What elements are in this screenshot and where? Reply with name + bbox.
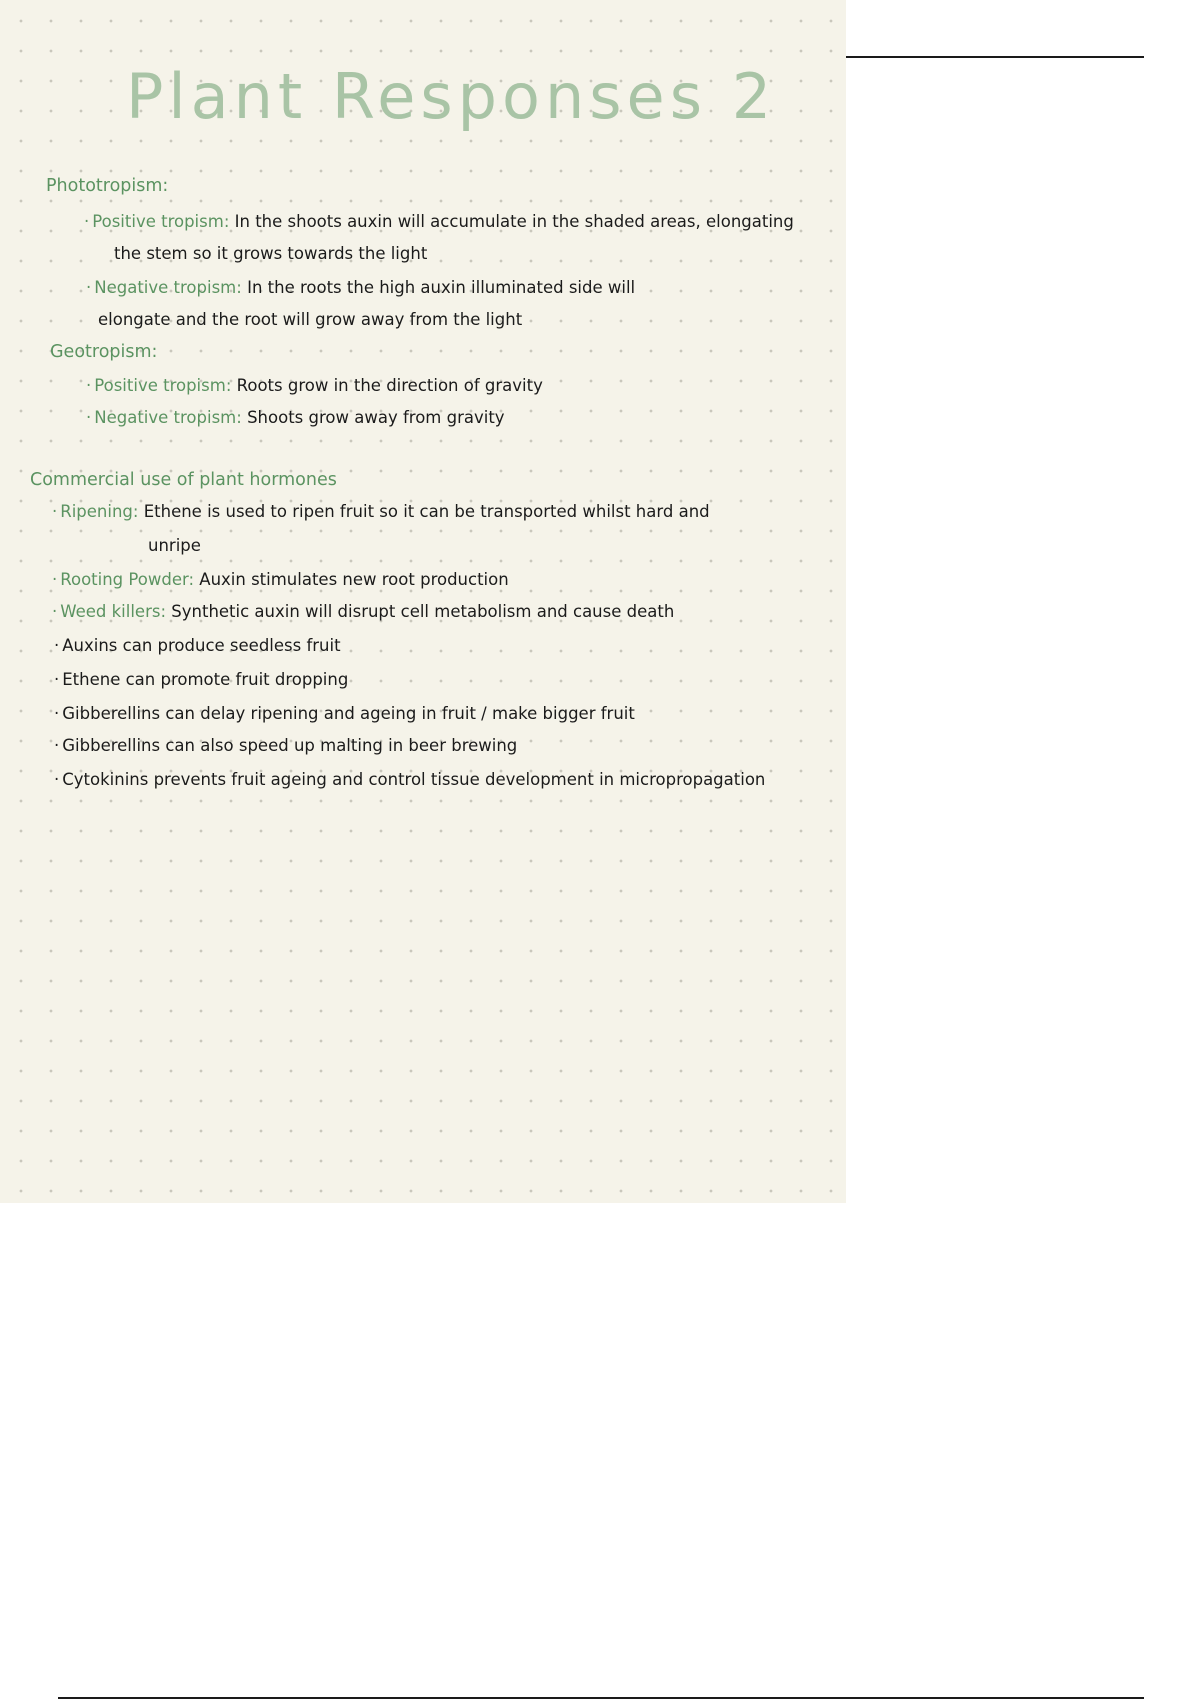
bullet-icon: · bbox=[54, 704, 60, 723]
top-rule bbox=[846, 56, 1144, 58]
geotropism-negative-label: Negative tropism: bbox=[94, 408, 242, 427]
weed-killers-text: Synthetic auxin will disrupt cell metabolism and cause death bbox=[171, 602, 675, 621]
list-item bbox=[54, 736, 517, 755]
bullet-icon: · bbox=[84, 212, 90, 231]
list-item bbox=[54, 636, 341, 655]
phototropism-positive-text: In the shoots auxin will accumulate in the shaded areas, elongating bbox=[234, 212, 794, 231]
ripening-text: Ethene is used to ripen fruit so it can be transported whilst hard and bbox=[143, 502, 710, 521]
bullet-icon: · bbox=[52, 570, 58, 589]
rooting-label: Rooting Powder: bbox=[60, 570, 195, 589]
bullet-icon: · bbox=[86, 376, 92, 395]
weed-killers-label: Weed killers: bbox=[60, 602, 167, 621]
bullet-icon: · bbox=[54, 770, 60, 789]
phototropism-positive-label: Positive tropism: bbox=[92, 212, 230, 231]
phototropism-heading: Phototropism: bbox=[46, 176, 169, 196]
bullet-icon: · bbox=[86, 278, 92, 297]
list-item-text: Auxins can produce seedless fruit bbox=[62, 636, 341, 655]
list-item-text: Cytokinins prevents fruit ageing and control tissue development in micropropagation bbox=[62, 770, 766, 789]
geotropism-heading: Geotropism: bbox=[50, 342, 158, 362]
geotropism-negative bbox=[86, 408, 505, 427]
ripening-label: Ripening: bbox=[60, 502, 139, 521]
ripening-item bbox=[52, 502, 710, 521]
geotropism-negative-text: Shoots grow away from gravity bbox=[247, 408, 505, 427]
phototropism-positive-continuation: the stem so it grows towards the light bbox=[114, 244, 428, 263]
list-item bbox=[54, 670, 348, 689]
bullet-icon: · bbox=[52, 502, 58, 521]
list-item-text: Gibberellins can also speed up malting in beer brewing bbox=[62, 736, 518, 755]
weed-killers-item bbox=[52, 602, 674, 621]
bullet-icon: · bbox=[52, 602, 58, 621]
note-page bbox=[0, 0, 846, 1203]
rooting-text: Auxin stimulates new root production bbox=[199, 570, 509, 589]
phototropism-negative-label: Negative tropism: bbox=[94, 278, 242, 297]
geotropism-positive-label: Positive tropism: bbox=[94, 376, 232, 395]
list-item-text: Ethene can promote fruit dropping bbox=[62, 670, 349, 689]
bullet-icon: · bbox=[86, 408, 92, 427]
phototropism-negative-continuation: elongate and the root will grow away from the light bbox=[98, 310, 523, 329]
bottom-rule bbox=[58, 1697, 1144, 1699]
bullet-icon: · bbox=[54, 736, 60, 755]
list-item bbox=[54, 770, 765, 789]
page-title: Plant Responses 2 bbox=[126, 60, 777, 133]
ripening-continuation: unripe bbox=[148, 536, 201, 555]
phototropism-negative-text: In the roots the high auxin illuminated side will bbox=[247, 278, 636, 297]
bullet-icon: · bbox=[54, 670, 60, 689]
phototropism-positive bbox=[84, 212, 794, 231]
bullet-icon: · bbox=[54, 636, 60, 655]
commercial-heading: Commercial use of plant hormones bbox=[30, 470, 337, 490]
geotropism-positive bbox=[86, 376, 543, 395]
rooting-item bbox=[52, 570, 509, 589]
phototropism-negative bbox=[86, 278, 635, 297]
list-item-text: Gibberellins can delay ripening and ageing in fruit / make bigger fruit bbox=[62, 704, 635, 723]
list-item bbox=[54, 704, 635, 723]
geotropism-positive-text: Roots grow in the direction of gravity bbox=[236, 376, 543, 395]
